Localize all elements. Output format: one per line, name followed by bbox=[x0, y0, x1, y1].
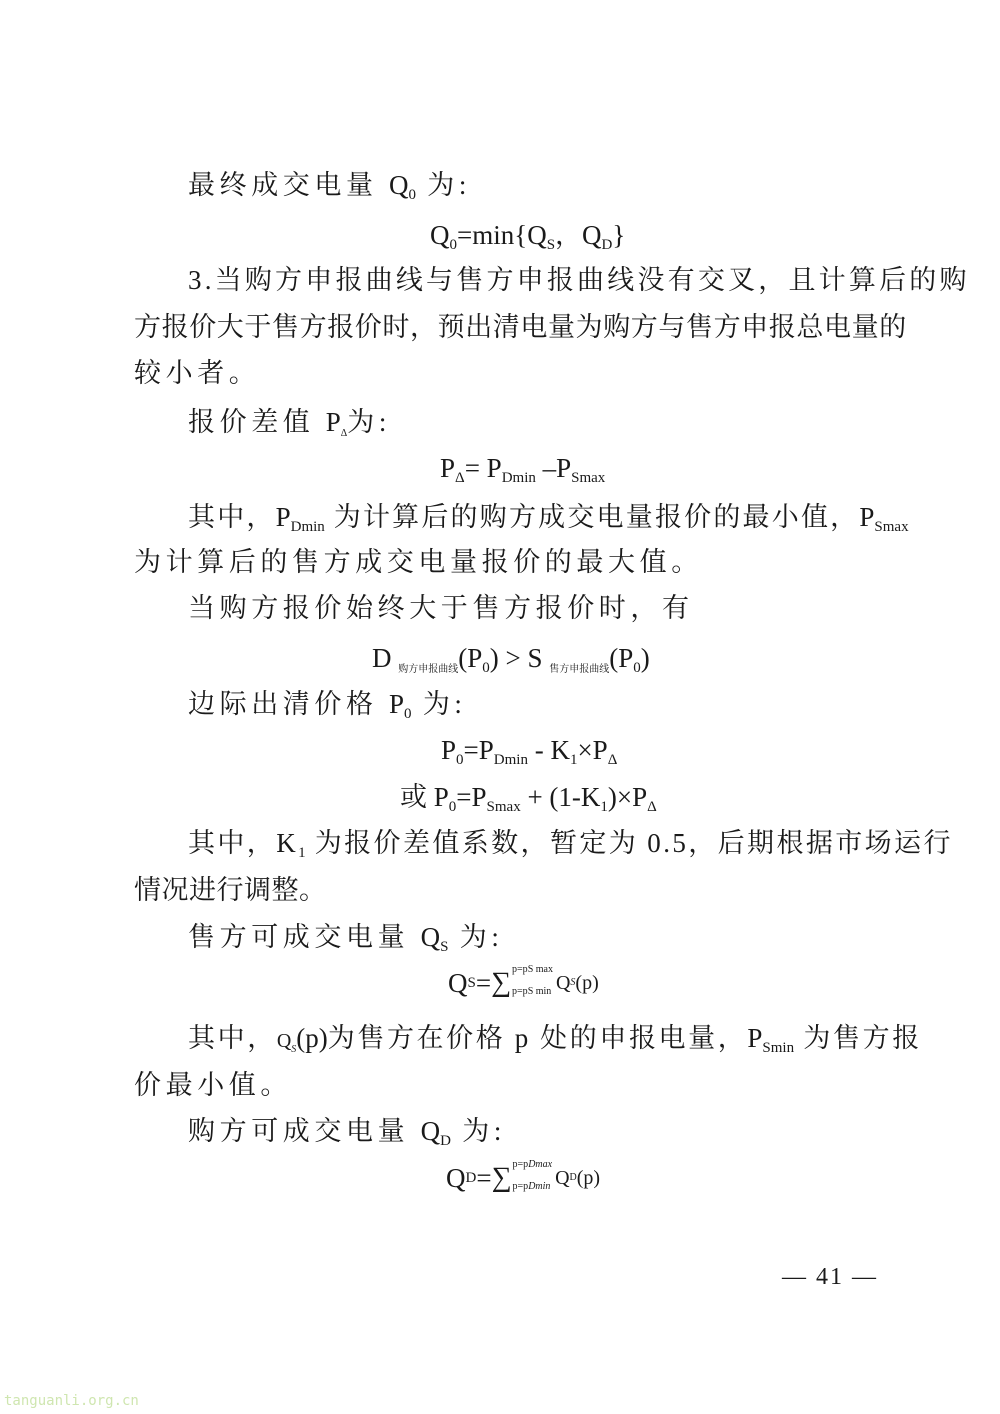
case3-line1: 3.当购方申报曲线与售方申报曲线没有交叉，且计算后的购 bbox=[188, 265, 970, 295]
formula-q0: $Q_0=\min\{Q_S$，$Q_D$} bbox=[430, 220, 626, 253]
formula-pdelta: $P_\Delta= P_{Dmin}$ $-P_{Smax}$ bbox=[440, 453, 606, 486]
qsp-line2: 价最小值。 bbox=[134, 1070, 292, 1100]
qsp-line1: 其中，QS(p)为售方在价格 p 处的申报电量，$P_{Smin}$ 为售方报 bbox=[188, 1023, 922, 1056]
formula-p0-b: 或 $P_0=P_{Smax} + (1-K_1)\times P_\Delta$ bbox=[400, 782, 657, 815]
where-pdmin-line1: 其中，$P_{Dmin}$ 为计算后的购方成交电量报价的最小值，$P_{Smax}$ bbox=[188, 502, 909, 535]
case3-line2: 方报价大于售方报价时，预出清电量为购方与售方申报总电量的 bbox=[134, 312, 907, 342]
formula-qd-sum: Q D = ∑ p=pDmax p=pDmin Q D (p) bbox=[446, 1159, 601, 1193]
formula-qs-sum: Q S = ∑ p=pS max p=pS min Q S (p) bbox=[448, 964, 599, 998]
k1-line2: 情况进行调整。 bbox=[134, 875, 327, 905]
formula-p0-a: $P_0=P_{Dmin} - K_1\times P_\Delta$ bbox=[441, 735, 618, 768]
k1-line1: 其中，$K_1$ 为报价差值系数，暂定为 0.5，后期根据市场运行 bbox=[188, 828, 953, 861]
always-greater: 当购方报价始终大于售方报价时，有 bbox=[188, 593, 694, 623]
pdelta-intro: 报价差值 PΔ为: bbox=[188, 407, 391, 439]
formula-inequality: D 购方申报曲线$(P_0) > S$ 售方申报曲线$(P_0)$ bbox=[372, 643, 650, 676]
qs-intro: 售方可成交电量 $Q_S$ 为: bbox=[188, 922, 504, 955]
marginal-price-intro: 边际出清价格 $P_0$ 为: bbox=[188, 689, 467, 722]
final-volume-intro: 最终成交电量 $Q_0$ 为: bbox=[188, 170, 472, 203]
qd-intro: 购方可成交电量 $Q_D$ 为: bbox=[188, 1116, 506, 1149]
page-number: — 41 — bbox=[782, 1264, 878, 1290]
where-pdmin-line2: 为计算后的售方成交电量报价的最大值。 bbox=[134, 547, 703, 577]
watermark: tanguanli.org.cn bbox=[4, 1393, 139, 1409]
case3-line3: 较小者。 bbox=[134, 358, 261, 388]
